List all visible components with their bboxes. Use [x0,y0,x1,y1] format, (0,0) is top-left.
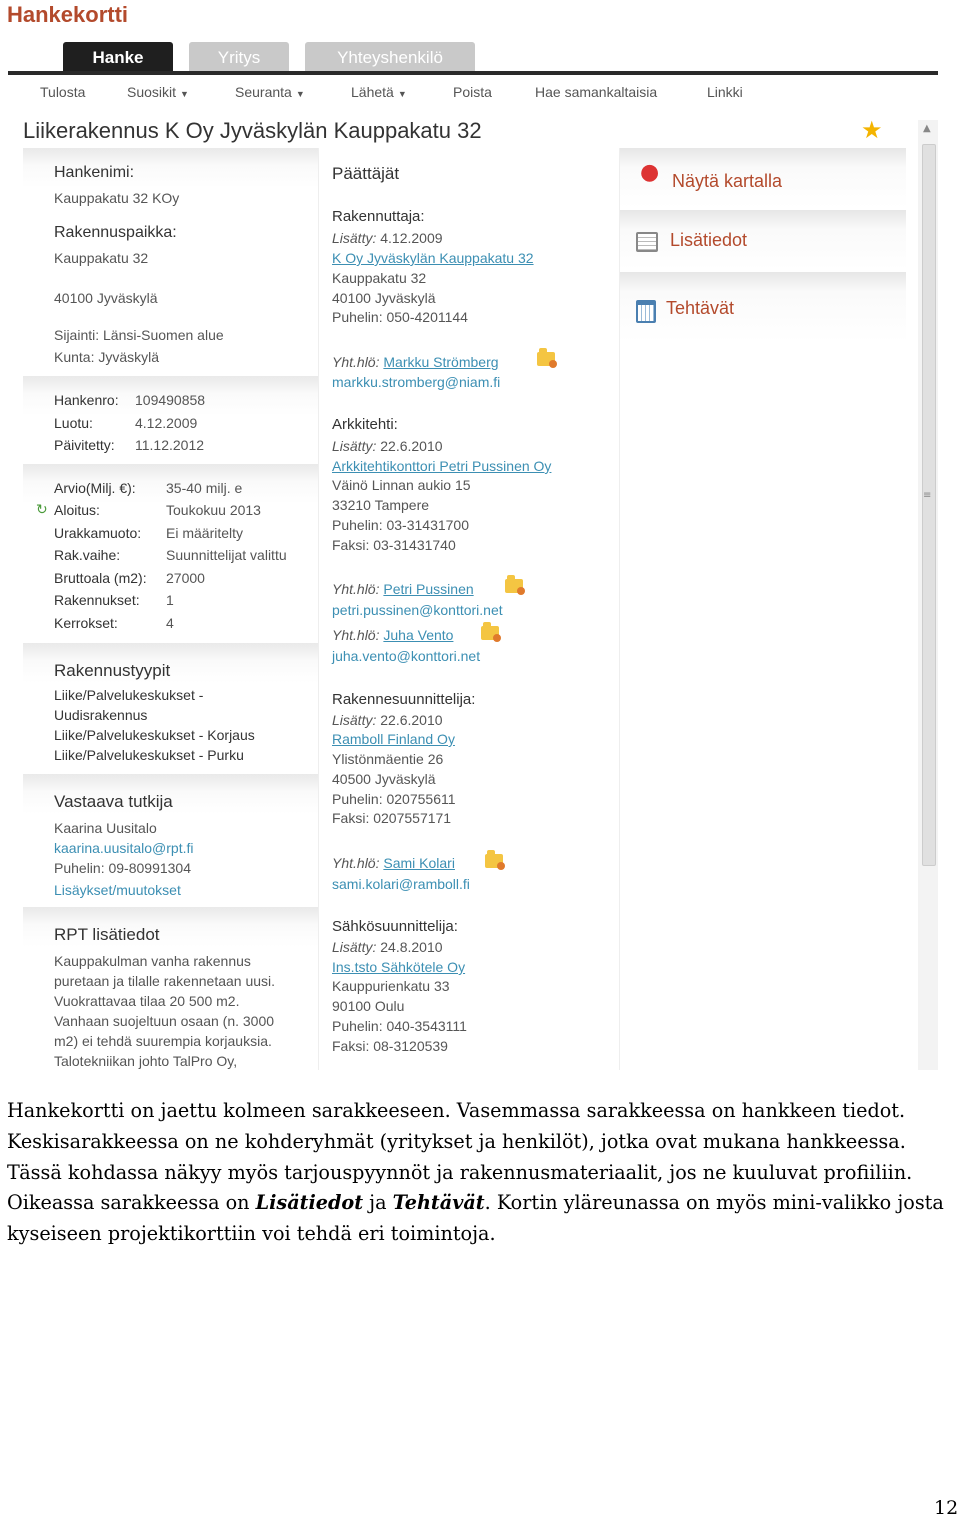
sahkosuunnittelija-city: 90100 Oulu [332,998,405,1014]
menu-seuranta[interactable]: Seuranta ▼ [235,84,305,100]
vastaava-tutkija-title: Vastaava tutkija [54,792,173,811]
menu-suosikit[interactable]: Suosikit ▼ [127,84,189,100]
bruttoala-value: 27000 [166,570,205,586]
tab-yhteyshenkilo[interactable]: Yhteyshenkilö [305,42,475,72]
rakennukset-value: 1 [166,592,174,608]
building-type-4: Liike/Palvelukeskukset - Purku [54,747,244,763]
section-building-types [23,643,318,771]
hankenro-label: Hankenro: [54,392,119,408]
arkkitehti-company-link[interactable]: Arkkitehtikonttori Petri Pussinen Oy [332,458,552,474]
document-list-icon [636,232,658,252]
rpt-line: Kauppakulman vanha rakennus [54,953,251,969]
rakennuttaja-city: 40100 Jyväskylä [332,290,436,306]
rakennuspaikka-address: Kauppakatu 32 [54,250,149,266]
lisatiedot-label: Lisätiedot [670,230,748,250]
rpt-line: puretaan ja tilalle rakennetaan uusi. [54,973,276,989]
contact-link[interactable]: Markku Strömberg [383,354,499,370]
caret-down-icon: ▼ [180,89,189,99]
rpt-line: m2) ei tehdä suurempia korjauksia. [54,1033,272,1049]
actions-column [620,148,906,408]
rakennesuunnittelija-address: Ylistönmäentie 26 [332,751,444,767]
rakennesuunnittelija-company-link[interactable]: Ramboll Finland Oy [332,731,455,747]
arkkitehti-city: 33210 Tampere [332,497,430,513]
contact-link[interactable]: Petri Pussinen [383,581,474,597]
caption-line: Keskisarakkeessa on ne kohderyhmät (yritykset ja henkilöt), jotka ovat mukana hankkeessa. [7,1129,906,1153]
caption-line: kyseiseen projektikorttiin voi tehdä eri toimintoja. [7,1222,496,1246]
rakvaihe-label: Rak.vaihe: [54,547,121,563]
menu-laheta[interactable]: Lähetä ▼ [351,84,407,100]
building-type-2: Uudisrakennus [54,707,148,723]
folder-icon[interactable] [505,579,523,593]
building-type-3: Liike/Palvelukeskukset - Korjaus [54,727,255,743]
arkkitehti-address: Väinö Linnan aukio 15 [332,477,471,493]
researcher-phone: Puhelin: 09-80991304 [54,860,192,876]
building-type-1: Liike/Palvelukeskukset - [54,687,204,703]
rakvaihe-value: Suunnittelijat valittu [166,547,287,563]
aloitus-value: Toukokuu 2013 [166,502,261,518]
sahkosuunnittelija-company-link[interactable]: Ins.tsto Sähkötele Oy [332,959,466,975]
contact-link[interactable]: Sami Kolari [383,855,455,871]
menu-hae-samankaltaisia[interactable]: Hae samankaltaisia [535,84,658,100]
rakennesuunnittelija-added: Lisätty: 22.6.2010 [332,712,443,728]
rakennuttaja-address: Kauppakatu 32 [332,270,427,286]
arkkitehti-contact-1-email[interactable]: petri.pussinen@konttori.net [332,602,503,618]
arvio-label: Arvio(Milj. €): [54,480,136,496]
arvio-value: 35-40 milj. e [166,480,243,496]
rakennuttaja-contact-email[interactable]: markku.stromberg@niam.fi [332,374,501,390]
caret-down-icon: ▼ [295,89,305,99]
tehtavat-label: Tehtävät [666,298,735,318]
section-ids [23,376,318,461]
sijainti: Sijainti: Länsi-Suomen alue [54,327,224,343]
contact-link[interactable]: Juha Vento [383,627,454,643]
researcher-name: Kaarina Uusitalo [54,820,157,836]
scroll-grip-icon: ≡ [923,490,932,501]
rakennesuunnittelija-contact: Yht.hlö: Sami Kolari [332,855,455,871]
show-on-map-button[interactable] [620,148,906,208]
hankenimi-value: Kauppakatu 32 KOy [54,190,180,206]
kunta: Kunta: Jyväskylä [54,349,160,365]
lisaykset-link[interactable]: Lisäykset/muutokset [54,882,181,898]
rpt-line: Vanhaan suojeltuun osaan (n. 3000 [54,1013,275,1029]
sahkosuunnittelija-added: Lisätty: 24.8.2010 [332,939,443,955]
caption-line: Hankekortti on jaettu kolmeen sarakkeeseen. Vasemmassa sarakkeessa on hankkeen tiedot. [7,1099,906,1122]
kerrokset-value: 4 [166,615,174,631]
arkkitehti-role: Arkkitehti: [332,416,398,433]
rakennesuunnittelija-city: 40500 Jyväskylä [332,771,436,787]
mini-menu [8,80,938,108]
urakkamuoto-label: Urakkamuoto: [54,525,142,541]
rakennesuunnittelija-contact-email[interactable]: sami.kolari@ramboll.fi [332,876,470,892]
arkkitehti-contact-2: Yht.hlö: Juha Vento [332,627,454,643]
caption-line: Oikeassa sarakkeessa on Lisätiedot ja Tehtävät. Kortin yläreunassa on myös mini-valikko josta [7,1191,944,1215]
hankenro-value: 109490858 [135,392,206,408]
folder-icon[interactable] [485,854,503,868]
rpt-line: Talotekniikan johto TalPro Oy, [54,1053,238,1069]
scrollbar-thumb[interactable] [922,144,936,866]
caption-line: Tässä kohdassa näkyy myös tarjouspyynnöt ja rakennusmateriaalit, jos ne kuuluvat profiiliin. [7,1160,913,1184]
menu-linkki[interactable]: Linkki [707,84,743,100]
sahkosuunnittelija-fax: Faksi: 08-3120539 [332,1038,448,1054]
rakennuttaja-company-link[interactable]: K Oy Jyväskylän Kauppakatu 32 [332,250,534,266]
folder-icon[interactable] [481,626,499,640]
section-rpt-info [23,907,318,1070]
bruttoala-label: Bruttoala (m2): [54,570,147,586]
folder-icon[interactable] [537,352,555,366]
tab-hanke[interactable]: Hanke [63,42,173,72]
luotu-value: 4.12.2009 [135,415,198,431]
tehtavat-button[interactable] [620,272,906,342]
project-card-screenshot [8,40,940,1072]
paattajat-title: Päättäjät [332,164,400,183]
caret-down-icon: ▼ [397,89,407,99]
document-title: Hankekortti [7,2,129,27]
menu-poista[interactable]: Poista [453,84,492,100]
rpt-line: Vuokrattavaa tilaa 20 500 m2. [54,993,240,1009]
tab-yritys[interactable]: Yritys [189,42,289,72]
project-info-column [23,148,318,1070]
kerrokset-label: Kerrokset: [54,615,118,631]
rakennesuunnittelija-phone: Puhelin: 020755611 [332,791,456,807]
rakennesuunnittelija-fax: Faksi: 0207557171 [332,810,452,826]
lisatiedot-button[interactable] [620,210,906,270]
arkkitehti-fax: Faksi: 03-31431740 [332,537,456,553]
menu-tulosta[interactable]: Tulosta [40,84,86,100]
rpt-title: RPT lisätiedot [54,925,160,944]
sahkosuunnittelija-role: Sähkösuunnittelija: [332,918,458,935]
favorite-star-icon[interactable]: ★ [861,116,883,144]
rakennuttaja-added: Lisätty: 4.12.2009 [332,230,443,246]
decision-makers-column [318,148,620,1070]
tab-underline [8,71,938,75]
section-details [23,464,318,640]
section-basic [23,148,318,373]
caption-text [7,1096,952,1250]
luotu-label: Luotu: [54,415,93,431]
scrollbar[interactable] [918,120,938,1070]
show-on-map-label: Näytä kartalla [672,171,783,191]
arkkitehti-contact-1: Yht.hlö: Petri Pussinen [332,581,474,597]
hankenimi-label: Hankenimi: [54,164,135,181]
rakennuttaja-role: Rakennuttaja: [332,208,425,225]
calendar-icon [636,300,656,323]
urakkamuoto-value: Ei määritelty [166,525,244,541]
rakennuspaikka-label: Rakennuspaikka: [54,224,177,241]
paivitetty-value: 11.12.2012 [135,437,205,453]
sahkosuunnittelija-address: Kauppurienkatu 33 [332,978,450,994]
sahkosuunnittelija-phone: Puhelin: 040-3543111 [332,1018,467,1034]
rakennuttaja-phone: Puhelin: 050-4201144 [332,309,468,325]
rakennuspaikka-city: 40100 Jyväskylä [54,290,158,306]
card-title: Liikerakennus K Oy Jyväskylän Kauppakatu 32 [23,118,482,143]
aloitus-label: Aloitus: [54,502,100,518]
scroll-up-icon[interactable]: ▲ [923,123,931,134]
page-number: 12 [934,1497,959,1519]
arkkitehti-phone: Puhelin: 03-31431700 [332,517,470,533]
rakennesuunnittelija-role: Rakennesuunnittelija: [332,691,476,708]
arkkitehti-added: Lisätty: 22.6.2010 [332,438,443,454]
refresh-icon: ↻ [36,502,48,518]
arkkitehti-contact-2-email[interactable]: juha.vento@konttori.net [332,648,481,664]
paivitetty-label: Päivitetty: [54,437,115,453]
rakennustyypit-title: Rakennustyypit [54,661,171,680]
rakennuttaja-contact: Yht.hlö: Markku Strömberg [332,354,499,370]
rakennukset-label: Rakennukset: [54,592,140,608]
researcher-email-link[interactable]: kaarina.uusitalo@rpt.fi [54,840,194,856]
section-researcher [23,774,318,904]
map-pin-icon: ● [640,160,660,185]
